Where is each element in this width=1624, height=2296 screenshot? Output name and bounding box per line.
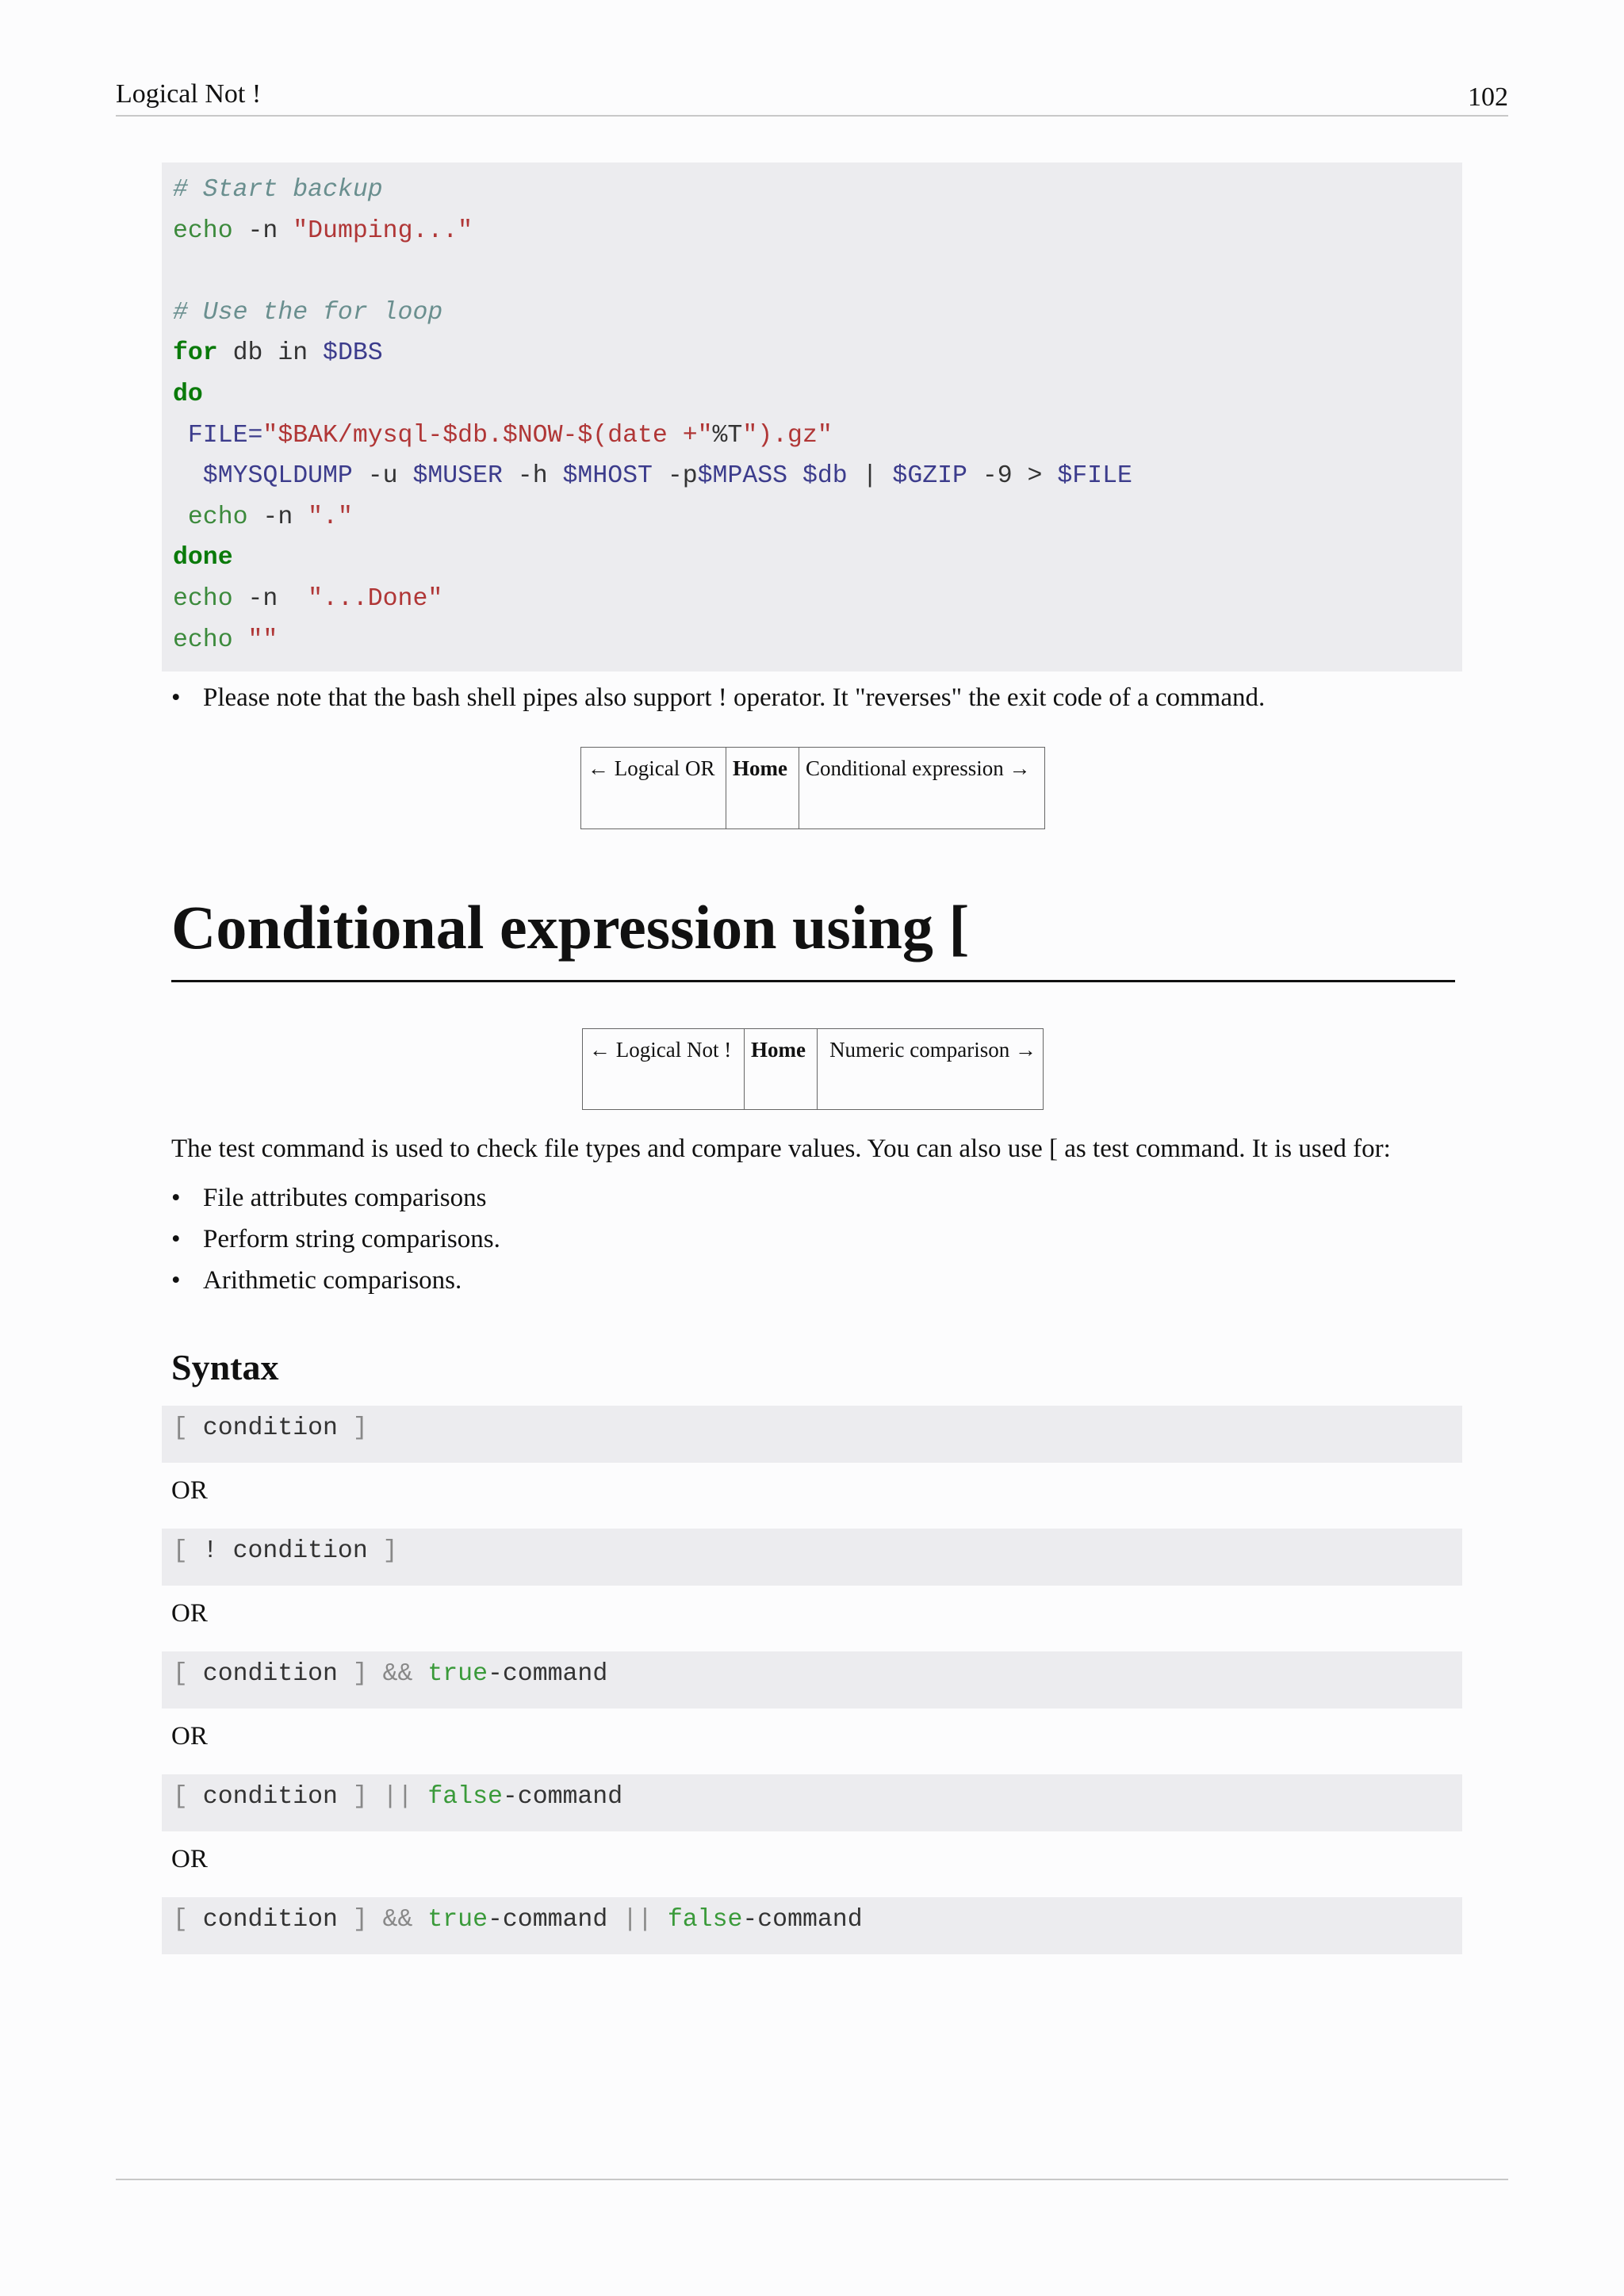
syntax-heading: Syntax [171,1347,279,1387]
section-title-underline [171,980,1455,982]
code-token: -command [488,1660,608,1688]
code-token: ] [352,1906,368,1934]
code-line [173,170,1462,211]
code-token: condition [187,1906,353,1934]
code-token: false [427,1783,503,1811]
code-token: do [173,380,203,408]
code-token: $FILE [1057,462,1132,491]
code-token: condition [187,1414,353,1442]
header-divider [116,115,1508,117]
list-item-use: Arithmetic comparisons. [203,1266,462,1295]
code-token [412,1906,427,1934]
code-token: || [382,1783,413,1811]
code-token: ] [382,1537,398,1565]
syntax-code-block [162,1651,1462,1709]
code-token: "Dumping..." [293,216,473,245]
code-token: false [667,1906,743,1934]
nav-home-link[interactable]: Home [726,748,799,829]
list-item-use: Perform string comparisons. [203,1225,500,1253]
code-token: $GZIP [892,462,967,491]
code-token: echo [173,584,233,613]
code-token: [ [173,1537,188,1565]
code-block-backup-script [162,163,1462,672]
bullet-marker: • [171,1266,181,1295]
code-token: $MYSQLDUMP [173,462,353,491]
code-line [173,333,1462,374]
nav-prev-link[interactable]: ← Logical Not ! [583,1029,745,1110]
code-line [173,211,1462,252]
or-label: OR [171,1476,208,1505]
code-line [173,374,1462,415]
code-token: [ [173,1906,188,1934]
code-token: && [382,1660,413,1688]
nav-table-top [580,747,1045,829]
code-token: "." [308,503,353,531]
code-token [653,1906,668,1934]
code-token: -n [247,503,308,531]
code-line [173,620,1462,661]
code-token: ] [352,1783,368,1811]
section-title: Conditional expression using [ [171,893,970,962]
nav-prev-link[interactable]: ← Logical OR [581,748,726,829]
code-token [368,1783,383,1811]
code-token: -command [742,1906,863,1934]
syntax-code-block [162,1897,1462,1954]
code-token: true [427,1906,488,1934]
code-token [412,1660,427,1688]
nav-next-link[interactable]: Conditional expression → [799,748,1045,829]
running-header-title: Logical Not ! [116,79,262,109]
code-line [173,497,1462,538]
code-token: # Use the for loop [173,298,443,327]
code-token: [ [173,1783,188,1811]
code-token: -9 > [967,462,1058,491]
code-token: done [173,544,233,572]
code-token: %T [712,421,743,450]
note-bullet-text: Please note that the bash shell pipes also support ! operator. It "reverses" the exit code of a command. [203,683,1266,712]
intro-paragraph: The test command is used to check file types and compare values. You can also use [ as test command. It is used for: [171,1135,1391,1163]
code-token: [ [173,1660,188,1688]
code-token: | [847,462,893,491]
bullet-marker: • [171,1184,181,1212]
code-line [173,293,1462,334]
code-line [173,415,1462,457]
code-token [412,1783,427,1811]
code-token: [ [173,1414,188,1442]
or-label: OR [171,1845,208,1873]
code-token: -h [502,462,563,491]
code-token: $db [802,462,848,491]
code-line [173,538,1462,579]
code-token: || [622,1906,653,1934]
nav-next-link[interactable]: Numeric comparison → [818,1029,1044,1110]
or-label: OR [171,1722,208,1751]
code-token: $MUSER [412,462,503,491]
code-token: -u [352,462,413,491]
code-line [173,579,1462,620]
list-item-use: File attributes comparisons [203,1184,487,1212]
code-token [368,1906,383,1934]
code-token: -n [232,216,293,245]
code-token: condition [187,1660,353,1688]
syntax-code-block [162,1406,1462,1463]
code-token [368,1660,383,1688]
code-token: FILE= [173,421,263,450]
code-token [233,626,248,654]
code-token: "...Done" [308,584,443,613]
code-token: $MHOST [562,462,653,491]
code-token: true [427,1660,488,1688]
code-token: # Start backup [173,176,383,204]
page-number: 102 [1468,82,1508,112]
code-token: condition [187,1783,353,1811]
code-line [173,251,1462,293]
or-label: OR [171,1599,208,1628]
code-token: $MPASS [697,462,788,491]
code-token: echo [173,626,233,654]
bullet-marker: • [171,1225,181,1253]
footer-divider [116,2179,1508,2180]
nav-table-section [582,1028,1044,1110]
code-token: echo [173,503,248,531]
syntax-code-block [162,1529,1462,1586]
code-token: ] [352,1660,368,1688]
code-token: $DBS [323,339,383,368]
code-token: -p [652,462,698,491]
code-token: db in [217,339,324,368]
code-token: "$BAK/mysql-$db.$NOW-$(date +" [262,421,713,450]
code-token: ] [352,1414,368,1442]
syntax-code-block [162,1774,1462,1831]
code-token: && [382,1906,413,1934]
code-token: echo [173,216,233,245]
nav-home-link[interactable]: Home [745,1029,818,1110]
code-token: ").gz" [742,421,833,450]
bullet-marker: • [171,683,181,712]
code-token: -n [232,584,308,613]
code-token: "" [247,626,278,654]
code-line [173,456,1462,497]
code-token: -command [488,1906,623,1934]
code-token: -command [502,1783,623,1811]
code-token: for [173,339,218,368]
code-token [787,462,802,490]
code-token: ! condition [187,1537,383,1565]
